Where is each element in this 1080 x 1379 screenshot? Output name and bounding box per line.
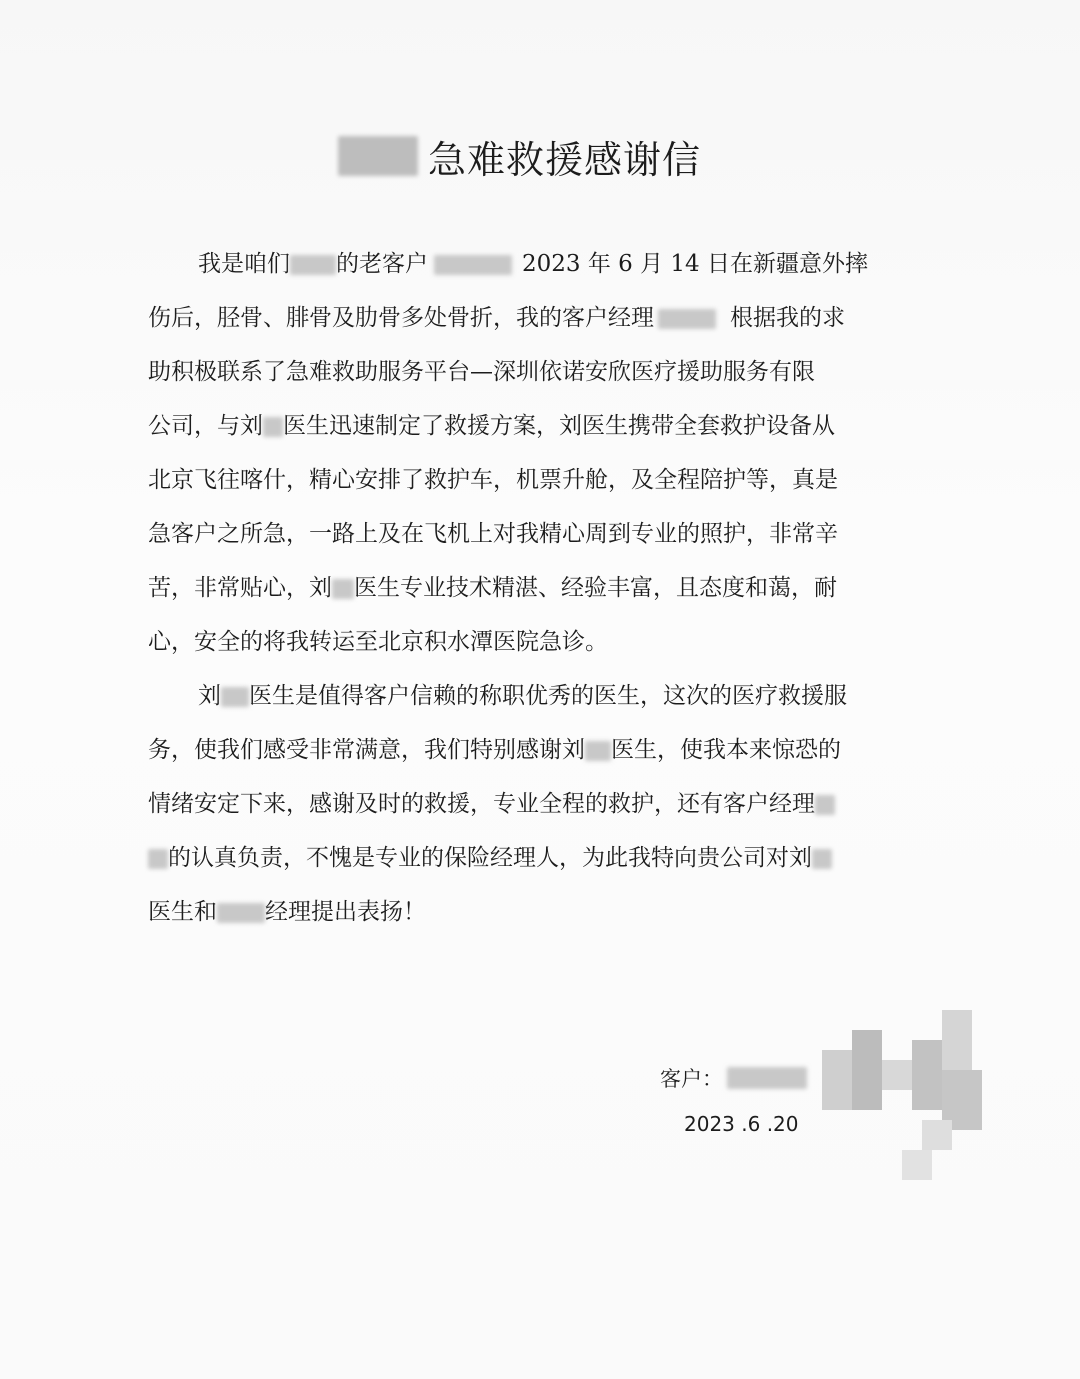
letter-date: 2023 .6 .20 xyxy=(684,1112,799,1136)
letter-title xyxy=(338,128,701,184)
paragraph-1-line-7: 苦，非常贴心，刘 医生专业技术精湛、经验丰富，且态度和蔼，耐 xyxy=(148,575,837,601)
redacted-company xyxy=(290,255,336,275)
paragraph-1-line-1: 我是咱们 的老客户 2023 年 6 月 14 日在新疆意外摔 xyxy=(198,251,868,277)
paragraph-1-line-8: 心，安全的将我转运至北京积水潭医院急诊。 xyxy=(148,629,608,655)
customer-signature-line xyxy=(660,1058,807,1098)
redacted-customer-name xyxy=(434,255,512,275)
redacted-doctor-name xyxy=(263,417,283,437)
redacted-doctor-name xyxy=(812,849,832,869)
paragraph-1-line-3: 助积极联系了急难救助服务平台—深圳依诺安欣医疗援助服务有限 xyxy=(148,359,815,385)
paragraph-2-line-1: 刘 医生是值得客户信赖的称职优秀的医生，这次的医疗救援服 xyxy=(198,683,847,709)
paragraph-2-line-3: 情绪安定下来，感谢及时的救援，专业全程的救护，还有客户经理 xyxy=(148,784,835,824)
redacted-manager-name xyxy=(148,849,168,869)
redacted-manager-name xyxy=(217,903,265,923)
customer-label: 客户： xyxy=(660,1067,723,1091)
title-text: 急难救援感谢信 xyxy=(428,137,702,182)
redacted-customer-name xyxy=(727,1067,807,1089)
paragraph-2-line-2: 务，使我们感受非常满意，我们特别感谢刘 医生，使我本来惊恐的 xyxy=(148,737,841,763)
paragraph-2-line-5: 医生和 经理提出表扬！ xyxy=(148,899,426,925)
redacted-company-name xyxy=(338,136,418,176)
redacted-manager-name xyxy=(658,309,716,329)
paragraph-1-line-5: 北京飞往喀什，精心安排了救护车，机票升舱，及全程陪护等，真是 xyxy=(148,467,838,493)
paragraph-1-line-4: 公司，与刘 医生迅速制定了救援方案，刘医生携带全套救护设备从 xyxy=(148,413,835,439)
redacted-manager-name xyxy=(815,795,835,815)
redacted-doctor-name xyxy=(585,741,611,761)
redacted-doctor-name xyxy=(332,579,354,599)
paragraph-1-line-6: 急客户之所急，一路上及在飞机上对我精心周到专业的照护，非常辛 xyxy=(148,521,838,547)
paragraph-2-line-4: 的认真负责，不愧是专业的保险经理人，为此我特向贵公司对刘 xyxy=(148,838,832,878)
paragraph-1-line-2: 伤后，胫骨、腓骨及肋骨多处骨折，我的客户经理 根据我的求 xyxy=(148,305,845,331)
redacted-doctor-name xyxy=(221,687,249,707)
redacted-handwritten-signature xyxy=(812,1010,992,1190)
